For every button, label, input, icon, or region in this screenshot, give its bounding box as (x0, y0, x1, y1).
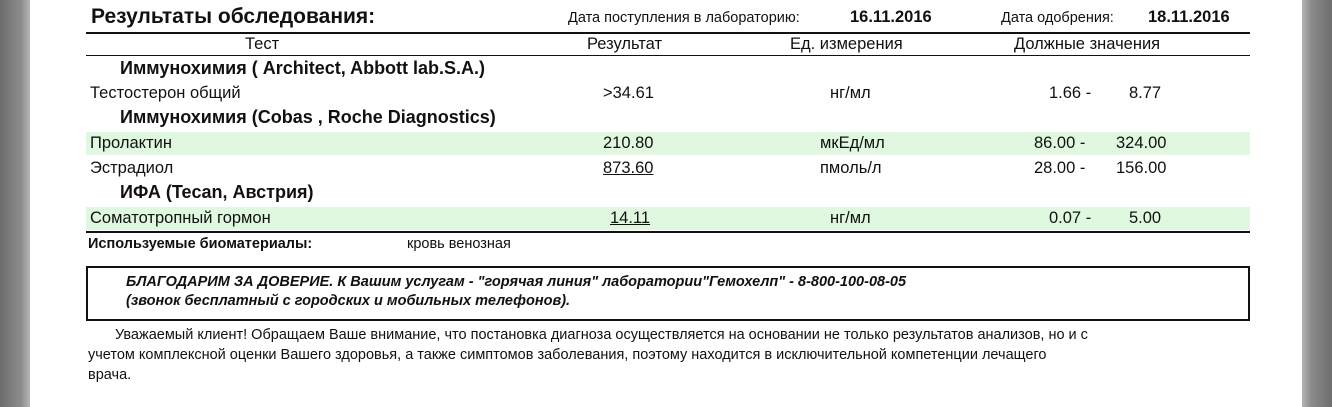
column-header-rule (86, 55, 1250, 56)
reference-low: 86.00 - (1034, 134, 1086, 152)
reference-high: 324.00 (1116, 134, 1167, 152)
test-name: Соматотропный гормон (90, 209, 271, 227)
client-notice-line: учетом комплексной оценки Вашего здоровья, а также симптомов заболевания, поэтому находится в исключительной компетенции лечащего (88, 347, 1047, 363)
right-shadow-edge (1302, 0, 1332, 407)
hotline-notice-subline: (звонок бесплатный с городских и мобильных телефонов). (126, 293, 571, 309)
column-header-result: Результат (587, 35, 663, 53)
report-page (30, 0, 1302, 407)
section-title: Иммунохимия (Cobas , Roche Diagnostics) (120, 107, 496, 127)
unit: пмоль/л (820, 159, 882, 177)
received-date-label: Дата поступления в лабораторию: (568, 10, 800, 26)
unit: нг/мл (830, 209, 871, 227)
unit: нг/мл (830, 84, 871, 102)
column-header-reference: Должные значения (1014, 35, 1161, 53)
header-rule (86, 32, 1250, 34)
received-date-value: 16.11.2016 (850, 8, 932, 26)
test-name: Эстрадиол (90, 159, 174, 177)
report-title: Результаты обследования: (91, 5, 376, 28)
reference-high: 5.00 (1129, 209, 1162, 227)
unit: мкЕд/мл (820, 134, 885, 152)
reference-low: 28.00 - (1034, 159, 1086, 177)
test-name: Тестостерон общий (90, 84, 241, 102)
column-header-test: Тест (245, 35, 280, 53)
approved-date-value: 18.11.2016 (1148, 8, 1230, 26)
section-title: Иммунохимия ( Architect, Abbott lab.S.A.) (120, 58, 486, 78)
reference-high: 8.77 (1129, 84, 1162, 102)
reference-low: 0.07 - (1049, 209, 1092, 227)
result-value-flagged: 14.11 (610, 209, 651, 227)
client-notice-line: Уважаемый клиент! Обращаем Ваше внимание, что постановка диагноза осуществляется на основании не только результатов анализов, но и с (115, 327, 1088, 343)
test-name: Пролактин (90, 134, 172, 152)
result-value-flagged: 873.60 (603, 159, 654, 177)
column-header-unit: Ед. измерения (790, 35, 903, 53)
section-title: ИФА (Tecan, Австрия) (120, 182, 314, 202)
biomaterial-label: Используемые биоматериалы: (88, 236, 313, 252)
table-bottom-rule (86, 231, 1250, 233)
client-notice (88, 325, 1246, 385)
biomaterial-value: кровь венозная (407, 236, 511, 252)
client-notice-line: врача. (88, 367, 132, 383)
left-shadow-edge (0, 0, 30, 407)
hotline-notice-line: БЛАГОДАРИМ ЗА ДОВЕРИЕ. К Вашим услугам - "горячая линия" лаборатории"Гемохелп" - 8-800-100-08-05 (126, 274, 907, 290)
result-value: 210.80 (603, 134, 654, 152)
approved-date-label: Дата одобрения: (1001, 10, 1114, 26)
result-value: >34.61 (603, 84, 654, 102)
reference-low: 1.66 - (1049, 84, 1092, 102)
reference-high: 156.00 (1116, 159, 1167, 177)
